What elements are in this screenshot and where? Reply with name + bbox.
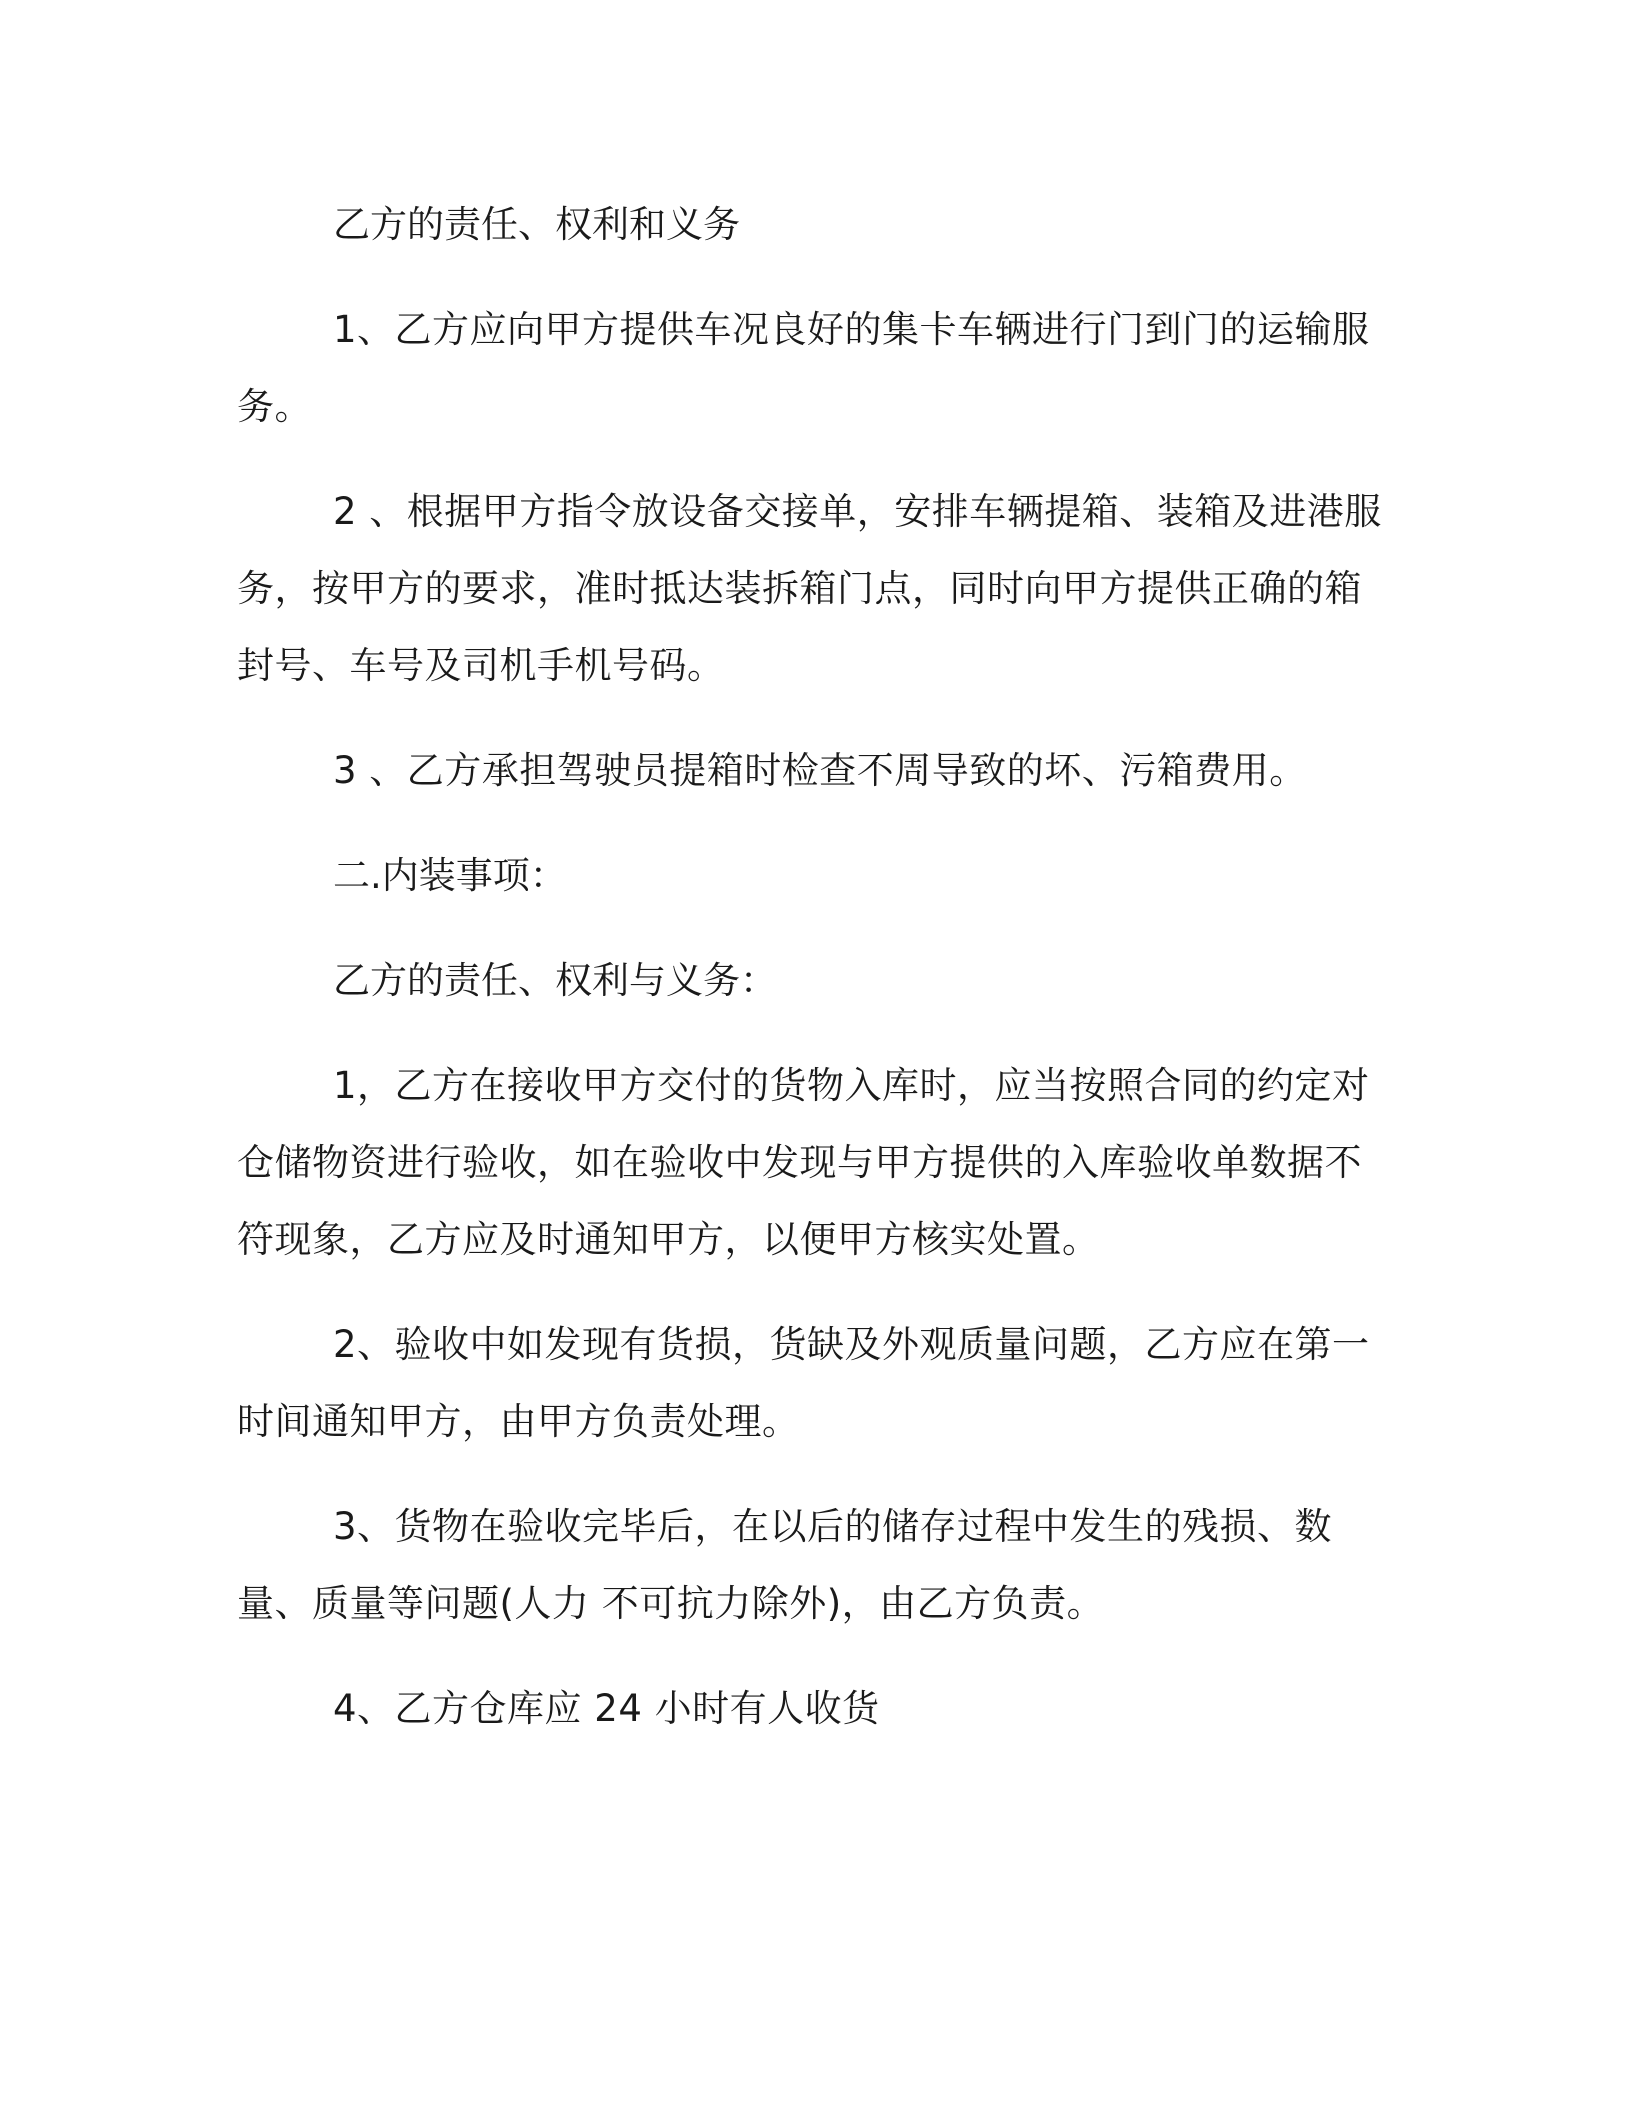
section-heading-responsibilities: 乙方的责任、权利和义务 bbox=[333, 203, 740, 246]
document-body bbox=[237, 186, 1382, 1775]
clause-3-damage-fees: 3 、乙方承担驾驶员提箱时检查不周导致的坏、污箱费用。 bbox=[333, 749, 1307, 792]
clause-1-transport: 1、乙方应向甲方提供车况良好的集卡车辆进行门到门的运输服务。 bbox=[237, 308, 1370, 428]
subsection-heading-responsibilities: 乙方的责任、权利与义务： bbox=[333, 959, 777, 1002]
clause-1-inspection: 1，乙方在接收甲方交付的货物入库时，应当按照合同的约定对仓储物资进行验收，如在验收中发现与甲方提供的入库验收单数据不符现象，乙方应及时通知甲方，以便甲方核实处置。 bbox=[237, 1064, 1370, 1261]
clause-4-receiving-hours: 4、乙方仓库应 24 小时有人收货 bbox=[333, 1687, 880, 1730]
clause-2-container-service: 2 、根据甲方指令放设备交接单，安排车辆提箱、装箱及进港服务，按甲方的要求，准时抵达装拆箱门点，同时向甲方提供正确的箱封号、车号及司机手机号码。 bbox=[237, 490, 1382, 687]
clause-3-storage-liability: 3、货物在验收完毕后，在以后的储存过程中发生的残损、数量、质量等问题(人力 不可抗力除外)，由乙方负责。 bbox=[237, 1505, 1333, 1625]
clause-2-cargo-damage: 2、验收中如发现有货损，货缺及外观质量问题，乙方应在第一时间通知甲方，由甲方负责处理。 bbox=[237, 1323, 1370, 1443]
section-heading-inner-loading: 二.内装事项： bbox=[333, 854, 567, 897]
